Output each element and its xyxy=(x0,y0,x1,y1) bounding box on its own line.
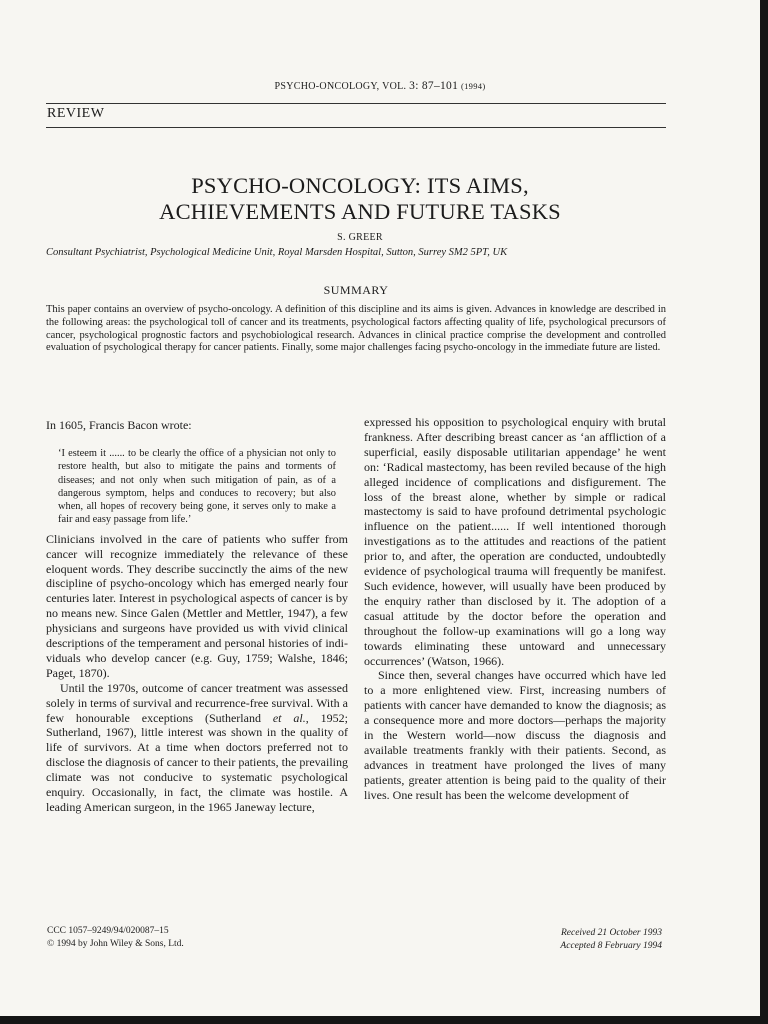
volume-pages: 3: 87–101 xyxy=(409,80,459,92)
received-date: Received 21 October 1993 xyxy=(560,928,662,938)
running-header xyxy=(0,80,760,92)
body-column-right xyxy=(364,415,666,803)
header-rule-top xyxy=(46,103,666,104)
paragraph-clinicians: Clinicians involved in the care of patients who suffer from cancer will recognize immediately the relevance of these eloquent words. They describe succinctly the aims of the new discipline of psycho-oncology which has emerged nearly four centuries later. Interest in psychological aspects of cancer is by no means new. Since Galen (Mettler and Mettler, 1947), a few physicians and surgeons have provided us with vivid clinical descriptions of the temperament and personal histories of individuals who develop cancer (e.g. Guy, 1759; Walshe, 1846; Paget, 1870). xyxy=(46,531,348,680)
author-name: S. GREER xyxy=(337,232,383,243)
paragraph-opposition: expressed his opposition to psychological enquiry with brutal frankness. After describing breast cancer as ‘an affliction of a superficial, easily disposable utilitarian appendage’ he went on: ‘Radical mastectomy, has been reviled because of the high alleged incidence of complications and disfigurement. The loss of the breast alone, whether by simple or radical mastectomy is said to have profound detrimental psychologic influence on the patient...... If well intentioned thorough investigations as to the attitudes and reactions of the patient prior to, and after, the operation are conducted, undoubtedly evidence of psychological trauma will frequently be manifest. Such evidence, however, will usually have been produced by the enquiry rather than disclosed by it. The adoption of a casual attitude by the doctor before the operation and throughout the follow-up examinations will go a long way towards eliminating these untoward and unnecessary occurrences’ (Watson, 1966). xyxy=(364,415,666,668)
scan-edge-bottom xyxy=(0,1016,768,1024)
summary-heading: SUMMARY xyxy=(323,283,389,297)
author-affiliation: Consultant Psychiatrist, Psychological Medicine Unit, Royal Marsden Hospital, Sutton, Surrey SM2 5PT, UK xyxy=(46,247,508,258)
paragraph-text: Until the 1970s, outcome of cancer treatment was assessed solely in terms of survival and recurrence-free survival. With a few honourable exceptions (Sutherland xyxy=(46,680,348,725)
copyright-notice: © 1994 by John Wiley & Sons, Ltd. xyxy=(47,938,184,949)
paragraph-until-1970s xyxy=(46,681,348,815)
bacon-quotation: ‘I esteem it ...... to be clearly the office of a physician not only to restore health, but also to mitigate the pains and torments of diseases; and not only when such mitigation of pain, as of a dangerous symptom, helps and conduces to recovery; but also when, all hopes of recovery being gone, it serves only to make a fair and easy passage from life.’ xyxy=(58,447,336,526)
header-rule-bottom xyxy=(46,127,666,128)
footer-dates xyxy=(460,927,662,952)
summary-abstract: This paper contains an overview of psycho-oncology. A definition of this discipline and its aims is given. Advances in knowledge are described in the following areas: the psychological toll of cancer and its treatments, psychological factors affecting quality of life, psychological precursors of cancer, psychological prognostic factors and psychobiological research. Advances in clinical practice comprise the development and controlled evaluation of psychological therapy for cancer patients. Finally, some major challenges facing psycho-oncology in the immediate future are listed. xyxy=(46,304,666,354)
publication-year: (1994) xyxy=(460,81,486,91)
paragraph-text: , 1952; Sutherland, 1967), little interest was shown in the quality of life of survivors. At a time when doctors preferred not to disclose the diagnosis of cancer to their patients, the prevailing climate was not conducive to systematic psychological enquiry. Occasionally, in fact, the climate was hostile. A leading American surgeon, in the 1965 Janeway lecture, xyxy=(46,710,348,814)
scan-edge-right xyxy=(760,0,768,1024)
title-line-1: PSYCHO-ONCOLOGY: ITS AIMS, xyxy=(191,173,529,198)
journal-name: PSYCHO-ONCOLOGY, VOL. xyxy=(274,81,407,92)
body-column-left xyxy=(46,415,348,815)
article-title xyxy=(40,173,680,225)
paragraph-since-then: Since then, several changes have occurred which have led to a more enlightened view. First, increasing numbers of patients with cancer have demanded to know the diagnosis; as a consequence more and more doctors—perhaps the majority in the Western world—now discuss the diagnosis and available treatments frankly with their patients. Second, as advances in treatment have prolonged the lives of many patients, greater attention is being paid to the quality of their lives. One result has been the welcome development of xyxy=(364,668,666,802)
accepted-date: Accepted 8 February 1994 xyxy=(560,940,662,951)
footer-publication-info xyxy=(47,925,184,950)
section-label: REVIEW xyxy=(47,106,105,121)
intro-line: In 1605, Francis Bacon wrote: xyxy=(46,418,192,432)
ccc-code: CCC 1057–9249/94/020087–15 xyxy=(47,926,169,936)
title-line-2: ACHIEVEMENTS AND FUTURE TASKS xyxy=(159,199,561,224)
citation-et-al: et al. xyxy=(272,710,306,725)
